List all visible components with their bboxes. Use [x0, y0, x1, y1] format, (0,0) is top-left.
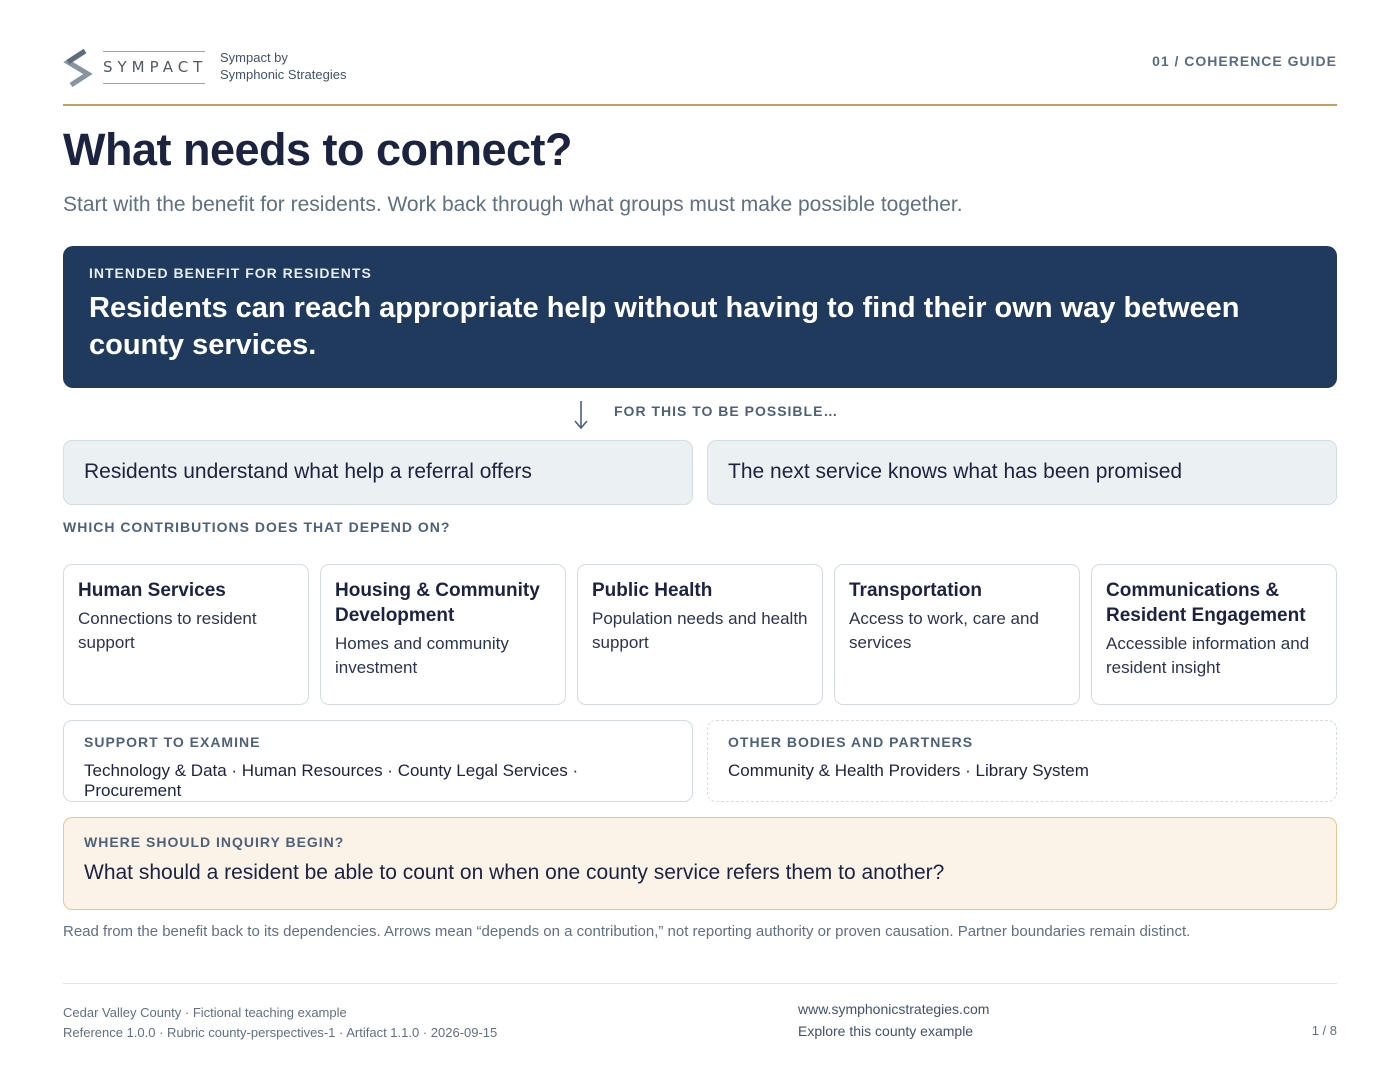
page-header [63, 44, 1337, 106]
contributions-label: WHICH CONTRIBUTIONS DOES THAT DEPEND ON? [63, 519, 451, 535]
footer-meta [63, 1003, 497, 1043]
footer-explore-link[interactable]: Explore this county example [798, 1023, 974, 1039]
page-subtitle: Start with the benefit for residents. Work back through what groups must make possible together. [63, 193, 963, 216]
support-text: Technology & Data · Human Resources · County Legal Services · Procurement [84, 761, 579, 800]
condition-card: The next service knows what has been promised [707, 440, 1337, 505]
partners-text: Community & Health Providers · Library System [728, 761, 1089, 780]
partners-box [707, 720, 1337, 802]
benefit-label: INTENDED BENEFIT FOR RESIDENTS [89, 265, 372, 281]
card-title: Transportation [849, 580, 983, 601]
guide-label: 01 / COHERENCE GUIDE [1152, 53, 1337, 69]
footer-line2: Reference 1.0.0 · Rubric county-perspectives-1 · Artifact 1.1.0 · 2026-09-15 [63, 1025, 498, 1040]
card-title: Housing & Community Development [335, 580, 540, 626]
card-title: Human Services [78, 580, 226, 601]
inquiry-question: What should a resident be able to count on when one county service refers them to another? [84, 861, 945, 884]
page-title: What needs to connect? [63, 124, 573, 175]
reading-note: Read from the benefit back to its dependencies. Arrows mean “depends on a contribution,” not reporting authority or proven causation. Partner boundaries remain distinct. [63, 923, 1191, 940]
footer-url-link[interactable]: www.symphonicstrategies.com [798, 1001, 990, 1017]
support-to-examine-box [63, 720, 693, 802]
card-description: Access to work, care and services [849, 609, 1039, 652]
card-description: Accessible information and resident insight [1106, 634, 1310, 677]
arrow-down-icon [573, 400, 589, 430]
card-description: Population needs and health support [592, 609, 808, 652]
benefit-text: Residents can reach appropriate help without having to find their own way between county services. [89, 292, 1240, 361]
card-description: Homes and community investment [335, 634, 509, 677]
contribution-card-communications [1091, 564, 1337, 705]
footer-line1: Cedar Valley County · Fictional teaching example [63, 1005, 347, 1020]
condition-card: Residents understand what help a referral offers [63, 440, 693, 505]
contribution-card-transportation [834, 564, 1080, 705]
coherence-guide-page [63, 0, 1337, 1082]
card-title: Communications & Resident Engagement [1106, 580, 1306, 626]
inquiry-box [63, 817, 1337, 910]
byline [220, 49, 346, 83]
card-description: Connections to resident support [78, 609, 257, 652]
sympact-logo-icon [63, 48, 93, 88]
footer-links [798, 998, 989, 1042]
partners-label: OTHER BODIES AND PARTNERS [728, 734, 974, 750]
benefit-banner [63, 246, 1337, 388]
page-number: 1 / 8 [1311, 1023, 1337, 1038]
logo-wordmark: SYMPACT [103, 51, 205, 84]
byline-line1: Sympact by [220, 50, 288, 65]
contribution-card-public-health [577, 564, 823, 705]
inquiry-label: WHERE SHOULD INQUIRY BEGIN? [84, 834, 345, 850]
contribution-card-housing [320, 564, 566, 705]
card-title: Public Health [592, 580, 713, 601]
contribution-card-human-services [63, 564, 309, 705]
byline-line2: Symphonic Strategies [220, 67, 347, 82]
footer-divider [63, 983, 1337, 984]
connector-label: FOR THIS TO BE POSSIBLE… [614, 403, 839, 419]
support-label: SUPPORT TO EXAMINE [84, 734, 261, 750]
